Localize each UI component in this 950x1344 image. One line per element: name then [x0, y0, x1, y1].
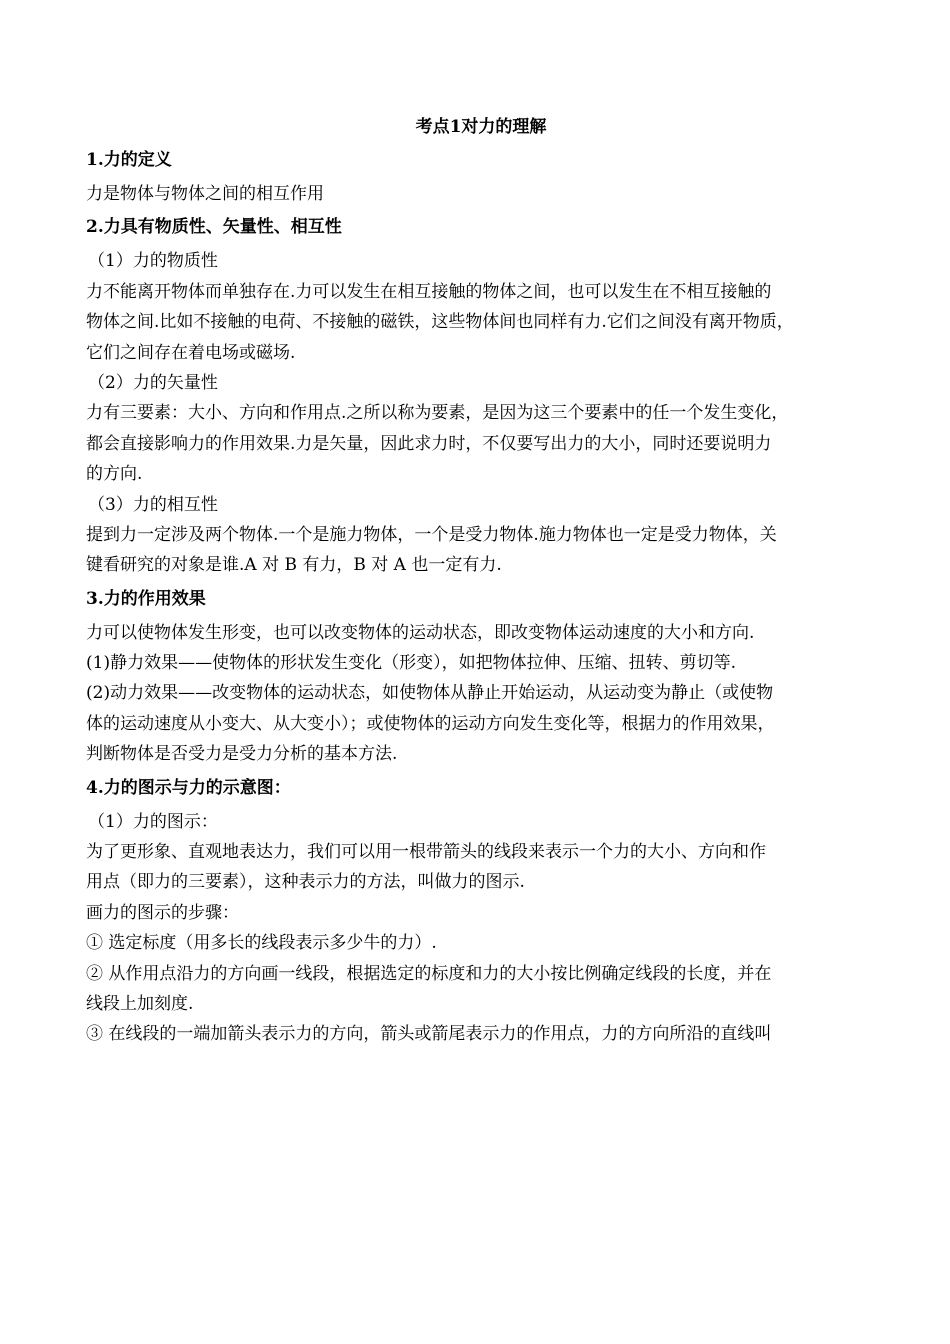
section-4-line: 画力的图示的步骤：	[86, 902, 239, 923]
section-2-item-2-line: 的方向.	[86, 464, 143, 485]
section-4-line: 用点（即力的三要素），这种表示力的方法，叫做力的图示.	[86, 872, 525, 893]
document-page	[86, 112, 876, 1050]
section-2-item-2-label: （2）力的矢量性	[88, 372, 218, 393]
section-3-heading: 3.力的作用效果	[86, 588, 206, 609]
section-4-step-2: ② 从作用点沿力的方向画一线段，根据选定的标度和力的大小按比例确定线段的长度，并在	[86, 963, 772, 984]
section-4-line: 为了更形象、直观地表达力，我们可以用一根带箭头的线段来表示一个力的大小、方向和作	[86, 842, 766, 863]
section-1-heading: 1.力的定义	[86, 150, 172, 170]
section-2-heading: 2.力具有物质性、矢量性、相互性	[86, 217, 342, 238]
section-2-item-1-line: 物体之间.比如不接触的电荷、不接触的磁铁，这些物体间也同样有力.它们之间没有离开物质，	[86, 312, 794, 333]
section-2-item-1-label: （1）力的物质性	[88, 251, 218, 272]
section-2-item-2-line: 力有三要素：大小、方向和作用点.之所以称为要素，是因为这三个要素中的任一个发生变化，	[86, 403, 789, 424]
section-2-item-1-line: 它们之间存在着电场或磁场.	[86, 342, 296, 363]
section-4-heading: 4.力的图示与力的示意图：	[86, 777, 291, 798]
section-3-line: 力可以使物体发生形变，也可以改变物体的运动状态，即改变物体运动速度的大小和方向.	[86, 622, 755, 643]
section-3-line: 判断物体是否受力是受力分析的基本方法.	[86, 744, 398, 765]
section-3-line: (1)静力效果——使物体的形状发生变化（形变），如把物体拉伸、压缩、扭转、剪切等.	[86, 653, 736, 674]
section-2-item-3-label: （3）力的相互性	[88, 494, 218, 515]
section-2-item-3-line: 键看研究的对象是谁.A 对 B 有力，B 对 A 也一定有力.	[86, 555, 502, 576]
section-1-text: 力是物体与物体之间的相互作用	[86, 184, 324, 204]
section-3-line: (2)动力效果——改变物体的运动状态，如使物体从静止开始运动，从运动变为静止（或使物	[86, 683, 774, 704]
page-title: 考点1对力的理解	[415, 117, 547, 137]
section-2-item-3-line: 提到力一定涉及两个物体.一个是施力物体，一个是受力物体.施力物体也一定是受力物体，关	[86, 524, 777, 545]
section-2-item-1-line: 力不能离开物体而单独存在.力可以发生在相互接触的物体之间，也可以发生在不相互接触的	[86, 281, 772, 302]
section-3-line: 体的运动速度从小变大、从大变小）；或使物体的运动方向发生变化等，根据力的作用效果，	[86, 713, 775, 734]
section-4-step-1: ① 选定标度（用多长的线段表示多少牛的力）.	[86, 933, 437, 954]
section-2-item-2-line: 都会直接影响力的作用效果.力是矢量，因此求力时，不仅要写出力的大小，同时还要说明力	[86, 433, 772, 454]
section-4-item-1-label: （1）力的图示：	[88, 811, 218, 832]
section-4-line: 线段上加刻度.	[86, 993, 194, 1014]
section-4-step-3: ③ 在线段的一端加箭头表示力的方向，箭头或箭尾表示力的作用点，力的方向所沿的直线叫	[86, 1024, 772, 1045]
